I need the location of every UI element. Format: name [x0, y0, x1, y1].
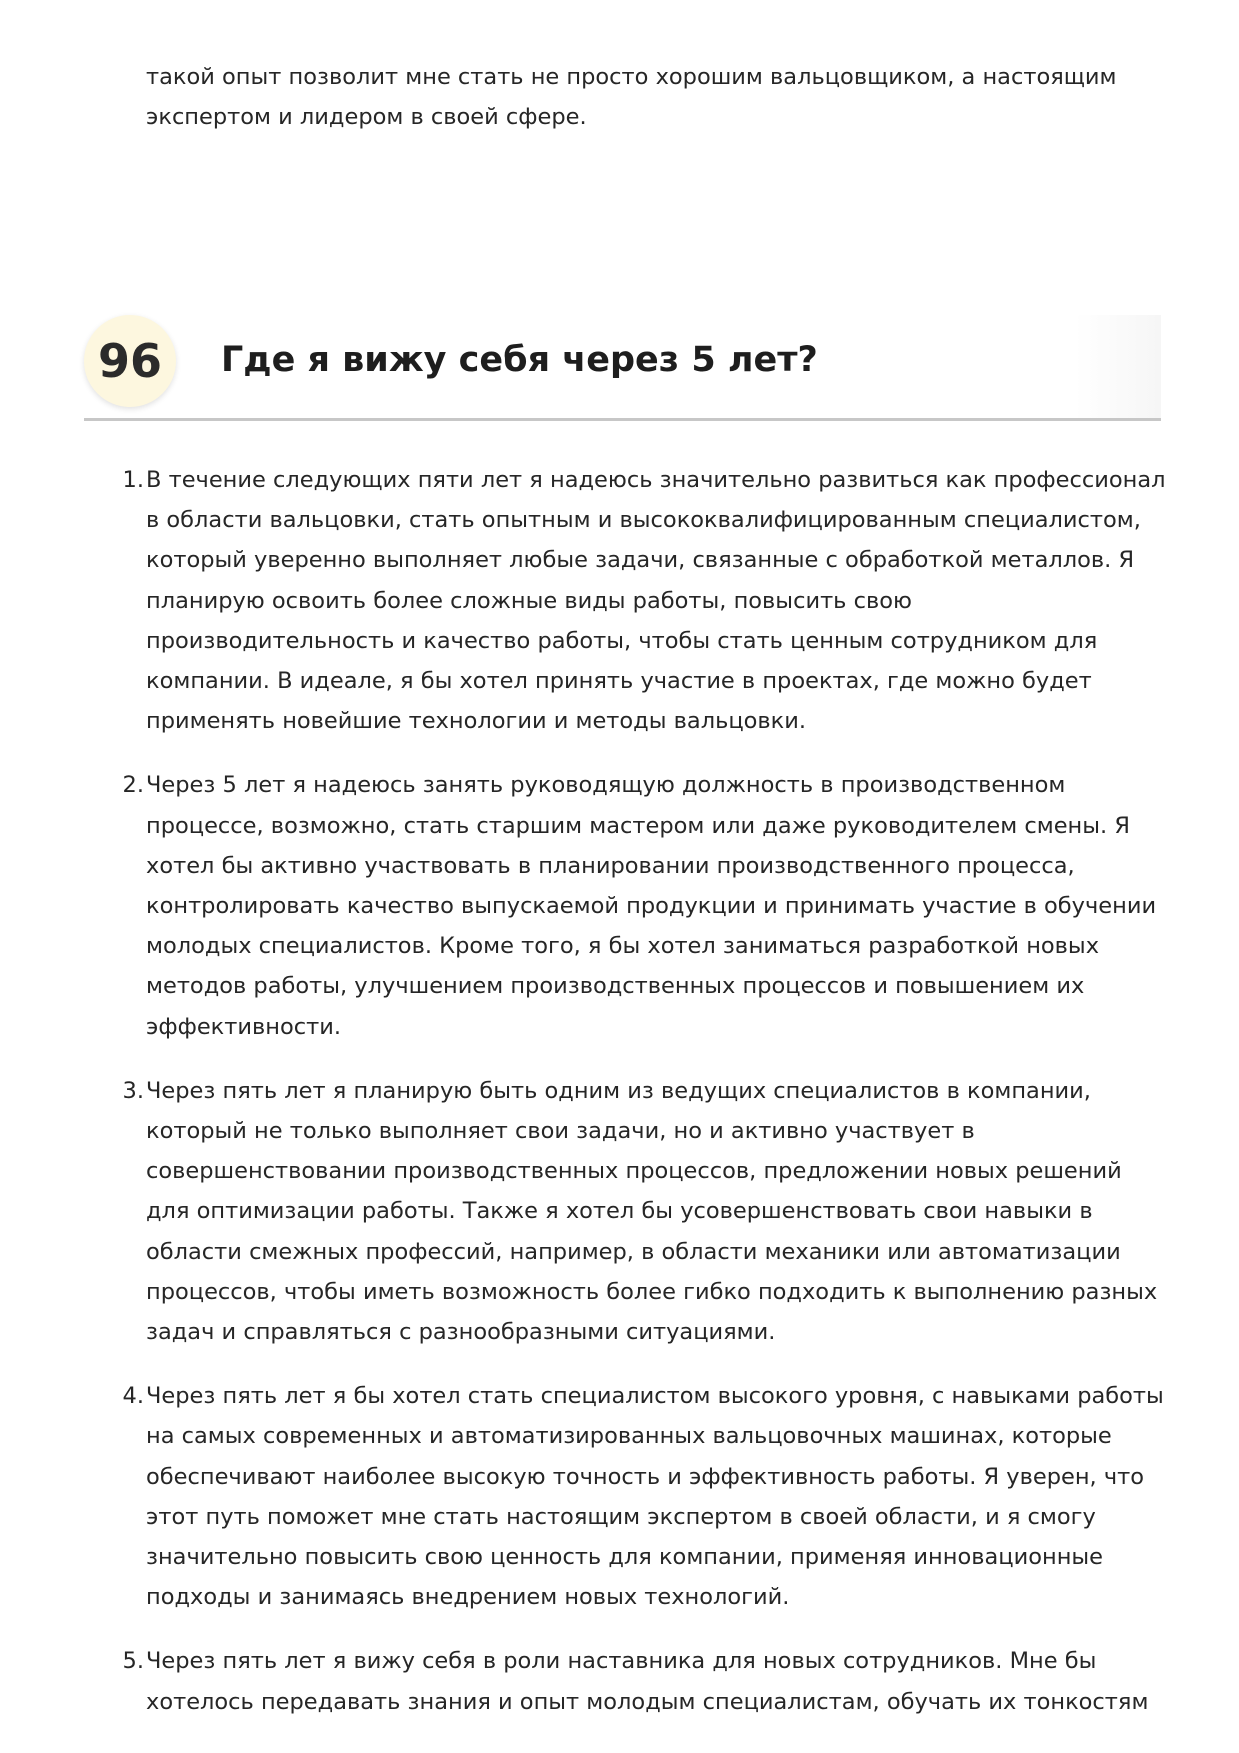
- answer-text: Через пять лет я бы хотел стать специалистом высокого уровня, с навыками работы на самых современных и автоматизированных вальцовочных машинах, которые обеспечивают наиболее высокую точность и эффективность работы. Я уверен, что этот путь поможет мне стать настоящим экспертом в своей области, и я смогу значительно повысить свою ценность для компании, применяя инновационные подходы и занимаясь внедрением новых технологий.: [146, 1383, 1164, 1611]
- answer-item-5: [122, 1641, 1166, 1721]
- answer-item-1: [122, 460, 1166, 741]
- answer-number: 2.: [122, 772, 144, 799]
- answer-item-2: [122, 765, 1166, 1046]
- intro-paragraph: такой опыт позволит мне стать не просто хорошим вальцовщиком, а настоящим экспертом и лидером в своей сфере.: [146, 64, 1117, 130]
- answer-text: В течение следующих пяти лет я надеюсь значительно развиться как профессионал в области вальцовки, стать опытным и высококвалифицированным специалистом, который уверенно выполняет любые задачи, связанные с обработкой металлов. Я планирую освоить более сложные виды работы, повысить свою производительность и качество работы, чтобы стать ценным сотрудником для компании. В идеале, я бы хотел принять участие в проектах, где можно будет применять новейшие технологии и методы вальцовки.: [146, 467, 1166, 735]
- answer-text: Через 5 лет я надеюсь занять руководящую должность в производственном процессе, возможно, стать старшим мастером или даже руководителем смены. Я хотел бы активно участвовать в планировании производственного процесса, контролировать качество выпускаемой продукции и принимать участие в обучении молодых специалистов. Кроме того, я бы хотел заниматься разработкой новых методов работы, улучшением производственных процессов и повышением их эффективности.: [146, 772, 1157, 1040]
- section-number-badge: 96: [84, 315, 176, 407]
- answer-number: 3.: [122, 1077, 144, 1104]
- answer-number: 4.: [122, 1383, 144, 1410]
- answer-item-4: [122, 1376, 1166, 1617]
- answer-text: Через пять лет я планирую быть одним из ведущих специалистов в компании, который не только выполняет свои задачи, но и активно участвует в совершенствовании производственных процессов, предложении новых решений для оптимизации работы. Также я хотел бы усовершенствовать свои навыки в области смежных профессий, например, в области механики или автоматизации процессов, чтобы иметь возможность более гибко подходить к выполнению разных задач и справляться с разнообразными ситуациями.: [146, 1077, 1158, 1346]
- section-title: Где я вижу себя через 5 лет?: [221, 340, 818, 380]
- answer-list: [122, 460, 1166, 1746]
- answer-number: 5.: [122, 1648, 144, 1675]
- section-header: [84, 315, 1161, 421]
- answer-text: Через пять лет я вижу себя в роли наставника для новых сотрудников. Мне бы хотелось передавать знания и опыт молодым специалистам, обучать их тонкостям: [146, 1648, 1149, 1715]
- answer-number: 1.: [122, 467, 144, 493]
- answer-item-3: [122, 1071, 1166, 1352]
